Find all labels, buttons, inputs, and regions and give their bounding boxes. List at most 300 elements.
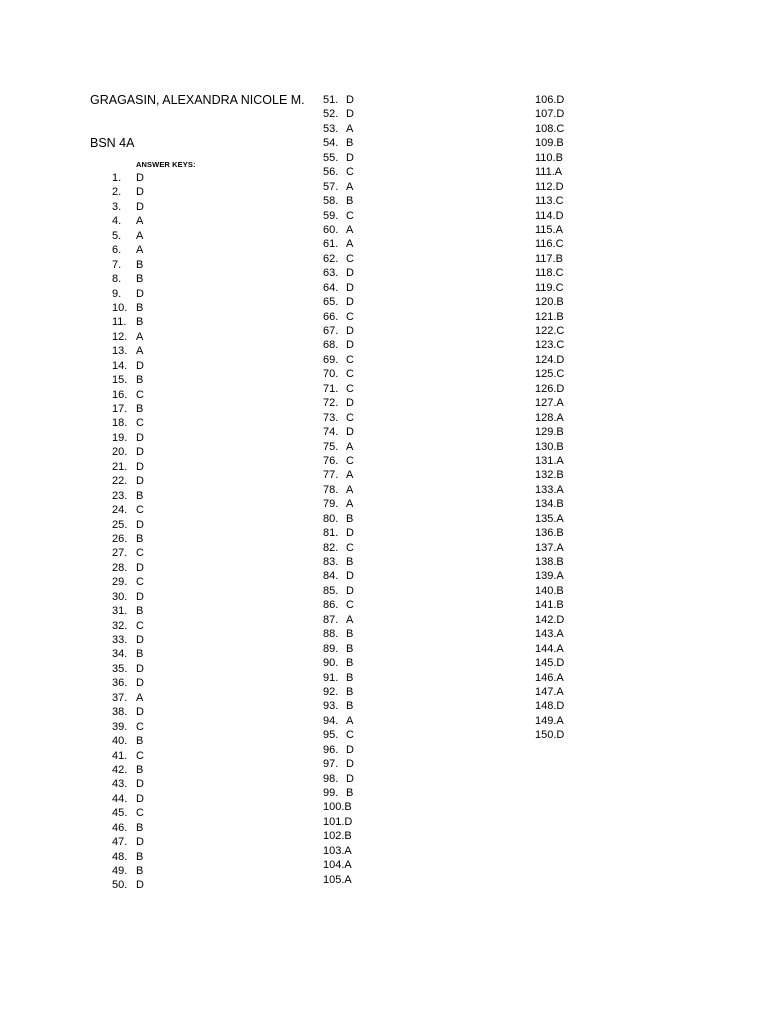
answer-number: 131. <box>535 454 557 467</box>
answer-letter: A <box>136 345 144 358</box>
answer-letter: D <box>136 677 144 690</box>
answer-letter: A <box>556 483 564 496</box>
answer-number: 103. <box>323 844 345 857</box>
answer-letter: A <box>136 330 144 343</box>
answer-number: 55. <box>323 151 339 164</box>
answer-number: 104. <box>323 859 345 872</box>
answer-letter: A <box>556 642 564 655</box>
answer-number: 123. <box>535 339 557 352</box>
answer-number: 3. <box>112 200 122 213</box>
answer-item <box>323 209 354 223</box>
answer-letter: C <box>136 720 144 733</box>
answer-item <box>112 402 144 416</box>
answer-letter: A <box>556 714 564 727</box>
answer-number: 44. <box>112 792 128 805</box>
answer-number: 50. <box>112 879 128 892</box>
answer-number: 63. <box>323 267 339 280</box>
answer-item <box>323 569 354 583</box>
answer-letter: B <box>346 628 354 641</box>
answer-item <box>112 575 144 589</box>
answer-column-1 <box>112 171 144 893</box>
answer-item <box>535 642 564 656</box>
answer-number: 126. <box>535 382 557 395</box>
answer-letter: B <box>136 821 144 834</box>
answer-number: 146. <box>535 671 557 684</box>
answer-letter: A <box>346 613 354 626</box>
answer-item <box>323 497 354 511</box>
answer-letter: A <box>556 685 564 698</box>
answer-number: 26. <box>112 532 128 545</box>
answer-item <box>323 512 354 526</box>
answer-number: 15. <box>112 374 128 387</box>
answer-letter: C <box>555 281 564 294</box>
answer-letter: C <box>555 267 564 280</box>
answer-number: 52. <box>323 108 339 121</box>
answer-item <box>112 214 144 228</box>
answer-item <box>112 258 144 272</box>
answer-item <box>535 598 564 612</box>
answer-number: 28. <box>112 561 128 574</box>
answer-item <box>112 171 144 185</box>
answer-letter: B <box>556 584 564 597</box>
answer-letter: A <box>554 166 563 179</box>
answer-number: 113. <box>535 195 556 208</box>
answer-letter: B <box>136 273 144 286</box>
answer-number: 48. <box>112 850 128 863</box>
answer-number: 70. <box>323 368 339 381</box>
answer-item <box>535 685 564 699</box>
answer-letter: A <box>344 844 352 857</box>
answer-item <box>112 460 144 474</box>
answer-number: 16. <box>112 388 128 401</box>
answer-item <box>323 584 354 598</box>
answer-letter: D <box>556 613 565 626</box>
answer-number: 47. <box>112 836 128 849</box>
answer-number: 68. <box>323 339 339 352</box>
answer-letter: C <box>346 454 354 467</box>
answer-number: 2. <box>112 186 122 199</box>
answer-letter: D <box>346 325 354 337</box>
answer-number: 127. <box>535 397 557 410</box>
answer-number: 145. <box>535 657 557 670</box>
answer-item <box>112 373 144 387</box>
answer-letter: B <box>346 642 354 655</box>
answer-letter: D <box>346 584 354 597</box>
answer-letter: C <box>346 368 354 381</box>
answer-letter: B <box>555 151 563 164</box>
answer-number: 99. <box>323 787 339 799</box>
answer-letter: D <box>136 475 144 488</box>
answer-item <box>323 266 354 280</box>
answer-item <box>323 714 354 728</box>
answer-number: 66. <box>323 310 339 323</box>
answer-letter: D <box>556 700 565 713</box>
answer-number: 67. <box>323 325 339 337</box>
answer-number: 140. <box>535 584 557 597</box>
answer-item <box>323 151 354 165</box>
answer-item <box>323 310 354 324</box>
answer-item <box>323 800 354 814</box>
answer-number: 119. <box>535 281 556 294</box>
answer-number: 7. <box>112 258 122 271</box>
answer-item <box>323 252 354 266</box>
answer-number: 43. <box>112 778 128 791</box>
answer-letter: D <box>136 359 144 372</box>
answer-number: 130. <box>535 440 557 453</box>
answer-letter: D <box>555 209 564 222</box>
answer-letter: A <box>556 454 564 467</box>
answer-item <box>323 757 354 771</box>
answer-letter: D <box>136 792 144 805</box>
answer-number: 17. <box>112 403 128 415</box>
answer-letter: A <box>556 541 564 554</box>
answer-letter: D <box>136 200 144 213</box>
answer-number: 77. <box>323 469 339 482</box>
answer-item <box>535 310 564 324</box>
answer-number: 57. <box>323 180 339 193</box>
answer-letter: A <box>556 628 564 641</box>
answer-item <box>112 662 144 676</box>
answer-letter: C <box>346 353 354 366</box>
answer-number: 64. <box>323 281 339 294</box>
answer-item <box>535 526 564 540</box>
answer-letter: B <box>346 787 354 799</box>
answer-letter: B <box>555 252 563 265</box>
answer-letter: B <box>136 301 144 314</box>
answer-item <box>323 136 354 150</box>
answer-item <box>112 503 144 517</box>
answer-letter: C <box>555 195 564 208</box>
answer-item <box>323 743 354 757</box>
answer-letter: A <box>346 223 354 236</box>
answer-letter: A <box>136 229 144 242</box>
answer-number: 98. <box>323 772 339 785</box>
answer-letter: A <box>346 469 354 482</box>
answer-number: 54. <box>323 137 339 150</box>
answer-number: 110. <box>535 151 556 164</box>
answer-number: 56. <box>323 166 339 179</box>
answer-item <box>535 454 564 468</box>
answer-number: 94. <box>323 714 339 727</box>
answer-item <box>323 772 354 786</box>
answer-letter: A <box>346 498 354 511</box>
answer-item <box>535 295 564 309</box>
answer-letter: B <box>136 850 144 863</box>
answer-item <box>535 425 564 439</box>
answer-letter: D <box>136 561 144 574</box>
answer-number: 31. <box>112 605 128 618</box>
answer-number: 37. <box>112 691 128 704</box>
answer-letter: B <box>136 532 144 545</box>
answer-letter: A <box>346 122 354 135</box>
answer-letter: B <box>344 801 352 814</box>
answer-letter: A <box>556 411 564 424</box>
answer-item <box>535 440 564 454</box>
answer-item <box>323 815 354 829</box>
answer-number: 95. <box>323 729 339 742</box>
answer-letter: A <box>344 873 352 886</box>
answer-letter: D <box>346 397 354 410</box>
answer-letter: D <box>346 108 354 121</box>
answer-item <box>535 382 564 396</box>
answer-letter: A <box>555 223 563 236</box>
answer-number: 34. <box>112 648 128 661</box>
answer-number: 122. <box>535 325 557 337</box>
answer-number: 148. <box>535 700 557 713</box>
answer-number: 109. <box>535 137 557 150</box>
answer-number: 61. <box>323 238 339 251</box>
answer-letter: A <box>346 483 354 496</box>
answer-letter: D <box>556 729 565 742</box>
answer-number: 29. <box>112 576 128 589</box>
answer-letter: D <box>136 287 144 300</box>
answer-item <box>112 633 144 647</box>
answer-letter: C <box>346 599 354 612</box>
answer-number: 118. <box>535 267 556 280</box>
answer-letter: B <box>136 489 144 502</box>
answer-item <box>323 526 354 540</box>
answer-letter: D <box>136 460 144 473</box>
answer-letter: C <box>555 238 564 251</box>
student-name: GRAGASIN, ALEXANDRA NICOLE M. <box>90 93 305 107</box>
answer-item <box>112 200 144 214</box>
answer-number: 51. <box>323 94 339 106</box>
answer-number: 38. <box>112 706 128 719</box>
answer-number: 107. <box>535 108 557 121</box>
answer-number: 6. <box>112 244 122 257</box>
answer-number: 72. <box>323 397 339 410</box>
answer-number: 135. <box>535 512 557 525</box>
answer-number: 84. <box>323 570 339 583</box>
answer-item <box>323 858 354 872</box>
answer-item <box>535 180 564 194</box>
answer-number: 75. <box>323 440 339 453</box>
answer-number: 14. <box>112 359 128 372</box>
answer-item <box>535 541 564 555</box>
answer-letter: C <box>346 729 354 742</box>
answer-item <box>323 353 354 367</box>
answer-letter: D <box>346 772 354 785</box>
answer-item <box>112 344 144 358</box>
answer-item <box>323 555 354 569</box>
answer-item <box>112 185 144 199</box>
answer-letter: D <box>136 778 144 791</box>
answer-item <box>112 546 144 560</box>
answer-number: 71. <box>323 382 339 395</box>
answer-item <box>535 122 564 136</box>
answer-number: 150. <box>535 729 557 742</box>
answer-item <box>112 315 144 329</box>
answer-number: 106. <box>535 94 557 106</box>
answer-item <box>323 844 354 858</box>
answer-letter: B <box>346 556 354 568</box>
answer-letter: A <box>556 671 564 684</box>
answer-item <box>323 107 354 121</box>
answer-item <box>535 194 564 208</box>
answer-number: 93. <box>323 700 339 713</box>
answer-number: 112. <box>535 180 556 193</box>
answer-number: 24. <box>112 504 128 517</box>
answer-item <box>112 561 144 575</box>
answer-number: 65. <box>323 296 339 309</box>
answer-item <box>112 590 144 604</box>
answer-letter: B <box>346 700 354 713</box>
answer-number: 4. <box>112 215 122 228</box>
answer-letter: A <box>346 238 354 251</box>
answer-number: 11. <box>112 316 127 329</box>
answer-letter: D <box>136 590 144 603</box>
answer-item <box>535 136 564 150</box>
answer-letter: C <box>136 619 144 632</box>
answer-item <box>112 416 144 430</box>
answer-item <box>323 613 354 627</box>
answer-number: 39. <box>112 720 128 733</box>
answer-number: 108. <box>535 122 557 135</box>
answer-letter: B <box>556 556 564 568</box>
answer-letter: C <box>556 122 565 135</box>
answer-item <box>323 382 354 396</box>
answer-letter: A <box>344 859 352 872</box>
answer-item <box>323 93 354 107</box>
answer-item <box>535 324 564 338</box>
answer-item <box>535 93 564 107</box>
answer-number: 115. <box>535 223 556 236</box>
answer-letter: D <box>136 706 144 719</box>
answer-number: 81. <box>323 527 339 540</box>
answer-item <box>323 642 354 656</box>
answer-item <box>323 295 354 309</box>
answer-number: 125. <box>535 368 557 381</box>
answer-keys-heading: ANSWER KEYS: <box>136 160 196 169</box>
answer-letter: D <box>344 815 353 828</box>
answer-column-3 <box>535 93 564 743</box>
answer-item <box>535 396 564 410</box>
answer-letter: C <box>136 417 144 430</box>
answer-item <box>535 512 564 526</box>
answer-letter: A <box>556 570 564 583</box>
answer-item <box>535 627 564 641</box>
answer-letter: C <box>556 339 565 352</box>
answer-item <box>112 445 144 459</box>
answer-number: 79. <box>323 498 339 511</box>
answer-letter: D <box>556 353 565 366</box>
answer-item <box>112 532 144 546</box>
answer-item <box>323 483 354 497</box>
answer-number: 92. <box>323 685 339 698</box>
answer-item <box>112 850 144 864</box>
answer-letter: B <box>556 527 564 540</box>
answer-item <box>112 474 144 488</box>
answer-number: 137. <box>535 541 557 554</box>
answer-item <box>535 555 564 569</box>
answer-number: 129. <box>535 426 557 439</box>
answer-letter: A <box>136 244 144 257</box>
answer-item <box>535 569 564 583</box>
answer-letter: B <box>556 310 564 323</box>
answer-letter: D <box>346 527 354 540</box>
answer-item <box>535 468 564 482</box>
answer-letter: D <box>136 431 144 444</box>
answer-item <box>323 829 354 843</box>
answer-number: 101. <box>323 815 345 828</box>
answer-letter: B <box>556 498 564 511</box>
answer-item <box>535 656 564 670</box>
answer-item <box>323 338 354 352</box>
answer-item <box>323 627 354 641</box>
answer-number: 42. <box>112 763 128 776</box>
answer-item <box>323 685 354 699</box>
answer-item <box>535 353 564 367</box>
answer-number: 74. <box>323 426 339 439</box>
answer-letter: C <box>346 252 354 265</box>
answer-letter: D <box>346 281 354 294</box>
answer-number: 69. <box>323 353 339 366</box>
answer-letter: C <box>136 547 144 560</box>
answer-letter: D <box>556 657 565 670</box>
answer-letter: B <box>346 671 354 684</box>
answer-item <box>535 613 564 627</box>
answer-letter: B <box>136 605 144 618</box>
answer-item <box>112 287 144 301</box>
answer-number: 97. <box>323 758 339 771</box>
answer-number: 36. <box>112 677 128 690</box>
answer-letter: D <box>136 662 144 675</box>
answer-item <box>112 388 144 402</box>
answer-item <box>535 165 564 179</box>
answer-letter: D <box>136 836 144 849</box>
answer-letter: D <box>346 267 354 280</box>
answer-number: 90. <box>323 657 339 670</box>
answer-number: 124. <box>535 353 557 366</box>
answer-number: 100. <box>323 801 345 814</box>
answer-number: 105. <box>323 873 345 886</box>
answer-item <box>323 122 354 136</box>
answer-number: 32. <box>112 619 128 632</box>
answer-letter: C <box>346 411 354 424</box>
answer-number: 116. <box>535 238 556 251</box>
answer-letter: D <box>136 172 144 184</box>
answer-letter: C <box>136 576 144 589</box>
answer-letter: D <box>346 758 354 771</box>
answer-letter: C <box>346 541 354 554</box>
answer-item <box>112 301 144 315</box>
answer-letter: C <box>136 749 144 762</box>
answer-number: 1. <box>112 172 122 184</box>
answer-item <box>112 821 144 835</box>
answer-item <box>535 338 564 352</box>
answer-letter: C <box>556 368 565 381</box>
answer-number: 149. <box>535 714 557 727</box>
answer-letter: D <box>136 186 144 199</box>
answer-letter: B <box>346 657 354 670</box>
answer-number: 76. <box>323 454 339 467</box>
answer-letter: C <box>136 504 144 517</box>
answer-number: 40. <box>112 735 128 748</box>
answer-letter: A <box>136 691 144 704</box>
answer-item <box>323 237 354 251</box>
answer-number: 138. <box>535 556 557 568</box>
answer-number: 139. <box>535 570 557 583</box>
answer-item <box>112 734 144 748</box>
answer-number: 136. <box>535 527 557 540</box>
answer-item <box>112 489 144 503</box>
answer-number: 35. <box>112 662 128 675</box>
answer-number: 78. <box>323 483 339 496</box>
answer-number: 59. <box>323 209 339 222</box>
answer-item <box>535 367 564 381</box>
answer-letter: D <box>346 426 354 439</box>
answer-letter: A <box>346 180 354 193</box>
